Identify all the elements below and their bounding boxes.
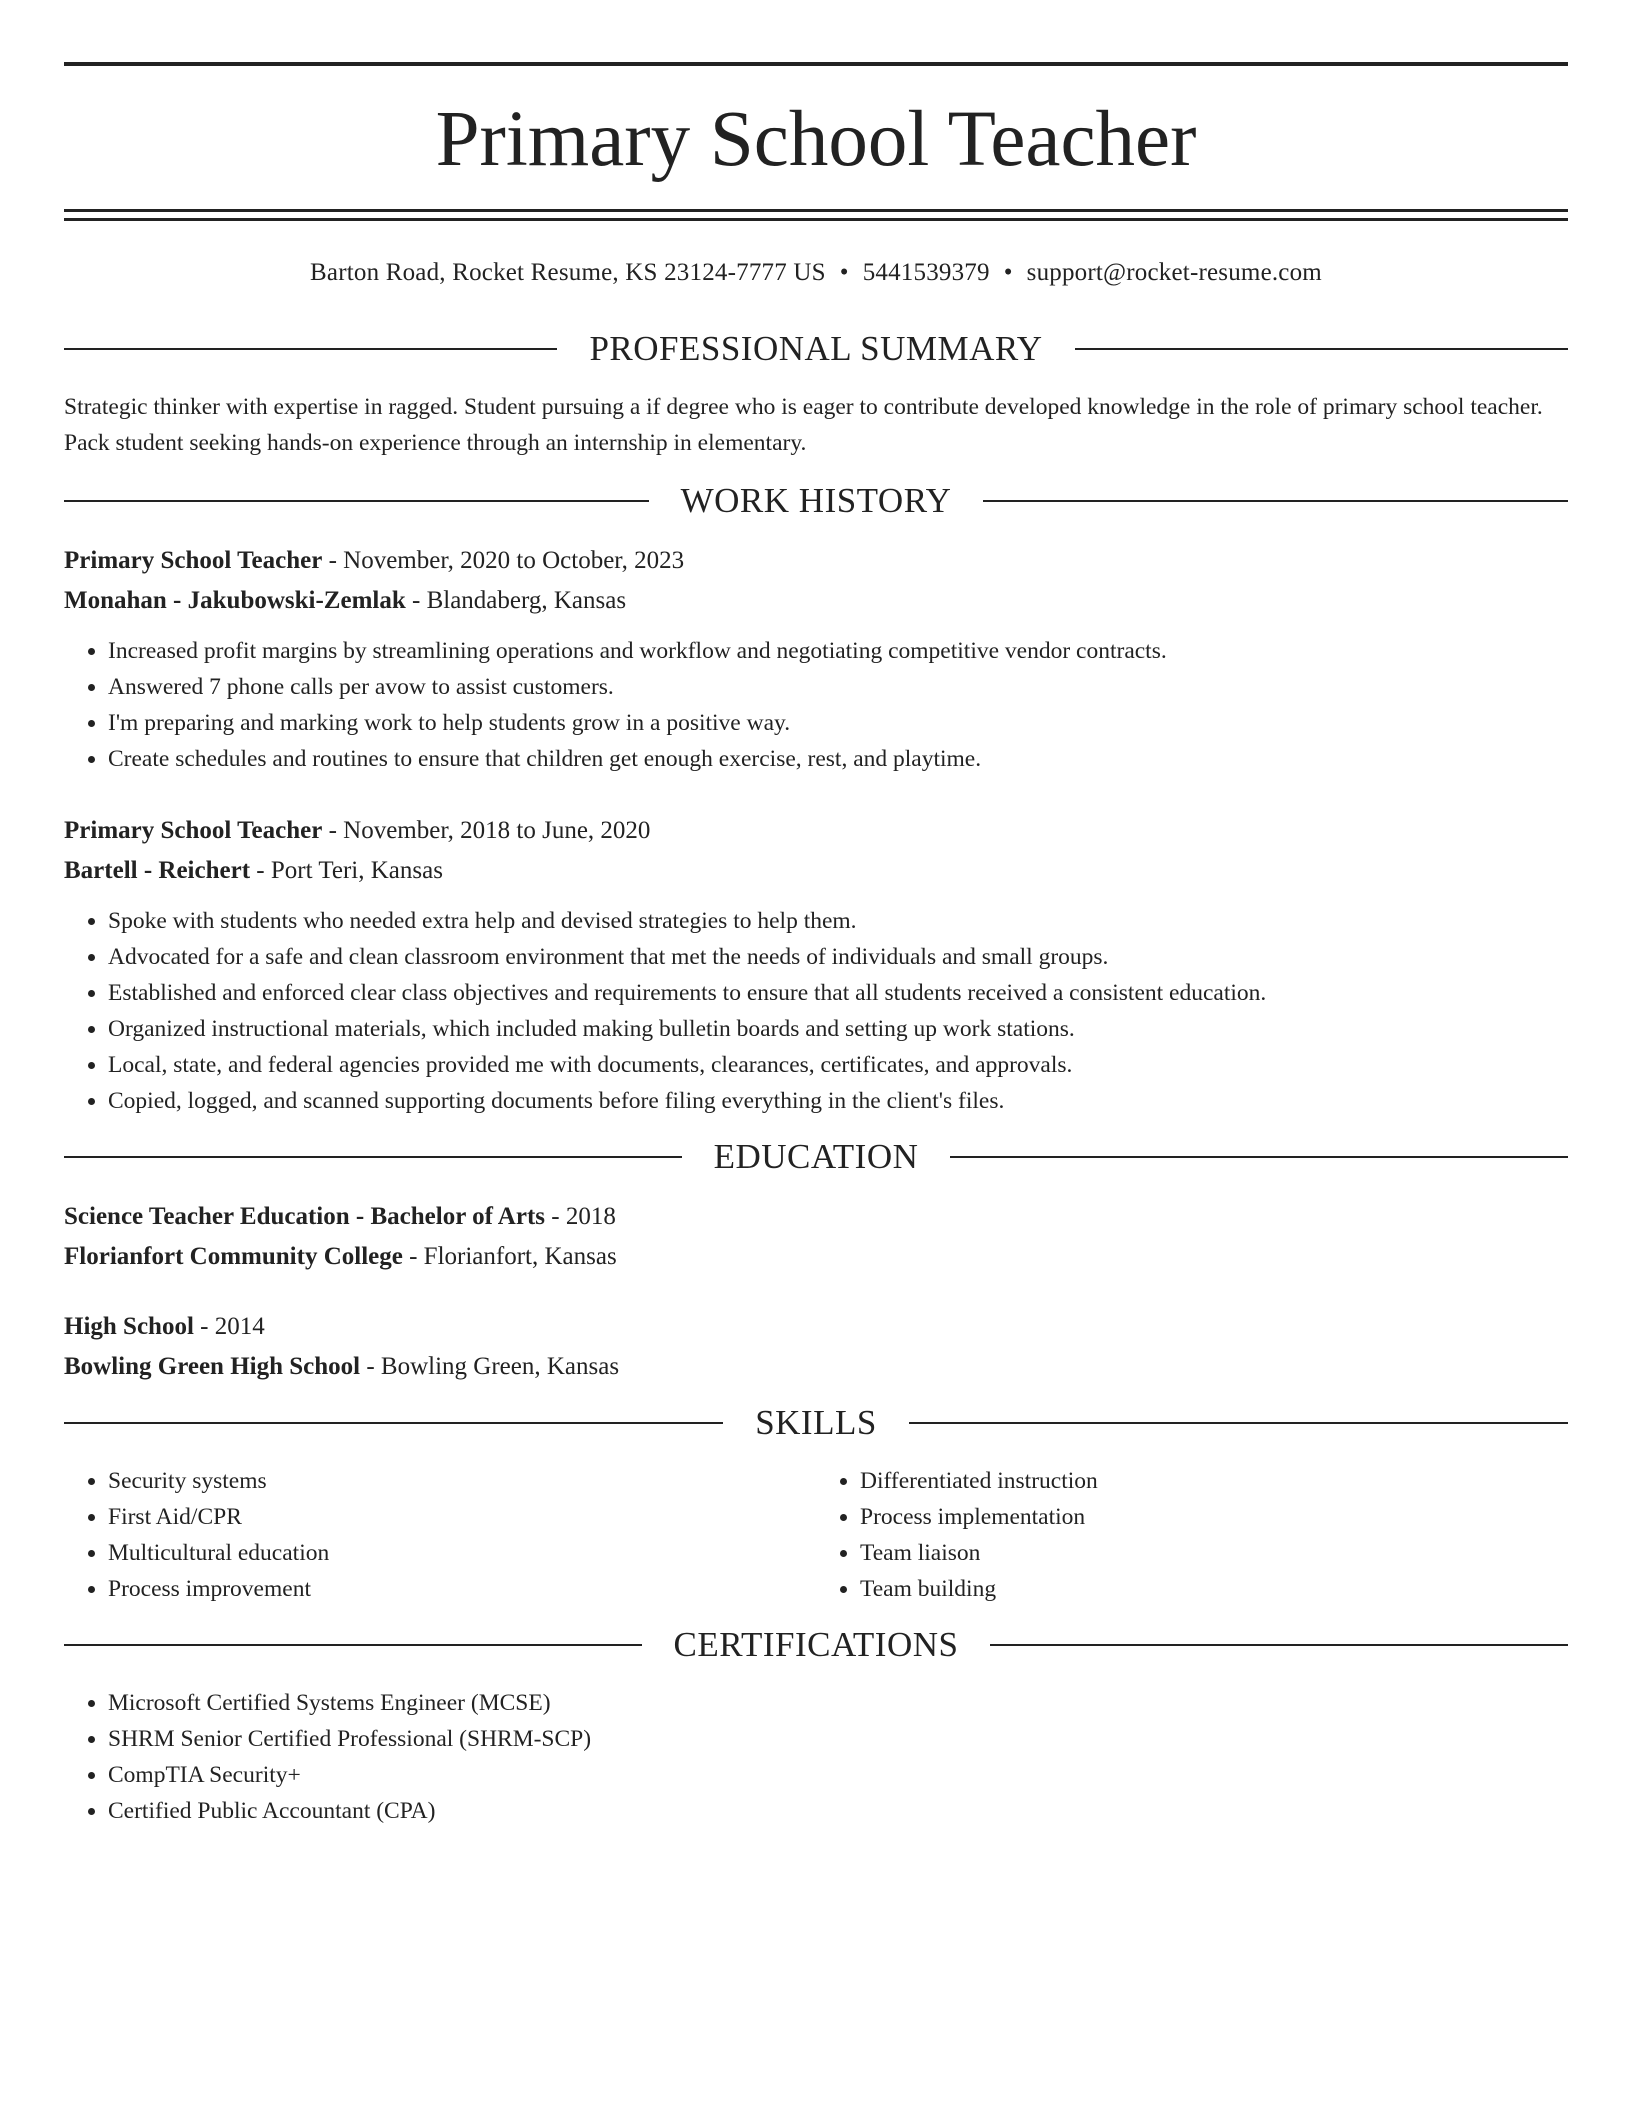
- job-entry: [64, 811, 1568, 1119]
- top-rule: [64, 62, 1568, 66]
- certifications-heading-label: CERTIFICATIONS: [673, 1625, 959, 1664]
- job-bullet: • Copied, logged, and scanned supporting documents before filing everything in the client's files.: [108, 1083, 1568, 1119]
- contact-separator: •: [839, 259, 849, 286]
- resume-title: Primary School Teacher: [435, 96, 1197, 183]
- skill-item: • Process implementation: [860, 1499, 1568, 1535]
- education-school: Bowling Green High School: [64, 1353, 361, 1380]
- skill-item: • First Aid/CPR: [108, 1499, 816, 1535]
- certification-item: • SHRM Senior Certified Professional (SHRM-SCP): [108, 1721, 1568, 1757]
- job-bullets: [64, 903, 1568, 1119]
- heading-rule-left: [64, 1644, 642, 1646]
- skill-item: • Multicultural education: [108, 1535, 816, 1571]
- contact-address: Barton Road, Rocket Resume, KS 23124-7777 US: [310, 259, 826, 286]
- contact-phone: 5441539379: [862, 259, 990, 286]
- job-dates: - November, 2020 to October, 2023: [322, 547, 685, 574]
- summary-text: Strategic thinker with expertise in ragged. Student pursuing a if degree who is eager to contribute developed knowledge in the role of primary school teacher. Pack student seeking hands-on experience through an internship in elementary.: [64, 394, 1543, 456]
- job-bullet: • Answered 7 phone calls per avow to assist customers.: [108, 669, 1568, 705]
- heading-rule-left: [64, 348, 557, 350]
- job-bullet: • Increased profit margins by streamlining operations and workflow and negotiating competitive vendor contracts.: [108, 633, 1568, 669]
- certifications-list: [64, 1685, 1568, 1829]
- job-company-line: [64, 851, 1568, 891]
- education-heading-label: EDUCATION: [713, 1137, 919, 1176]
- education-year: - 2014: [193, 1313, 265, 1340]
- contact-email: support@rocket-resume.com: [1026, 259, 1322, 286]
- title-rule-upper: [64, 209, 1568, 212]
- work-heading: [64, 481, 1568, 521]
- education-heading: [64, 1137, 1568, 1177]
- skill-item: • Team building: [860, 1571, 1568, 1607]
- job-title: Primary School Teacher: [64, 817, 323, 844]
- education-school: Florianfort Community College: [64, 1243, 403, 1270]
- skill-item: • Security systems: [108, 1463, 816, 1499]
- job-location: - Port Teri, Kansas: [250, 857, 443, 884]
- heading-rule-right: [950, 1156, 1568, 1158]
- title-rule-lower: [64, 218, 1568, 221]
- job-dates: - November, 2018 to June, 2020: [322, 817, 651, 844]
- job-bullet: • Established and enforced clear class objectives and requirements to ensure that all students received a consistent education.: [108, 975, 1568, 1011]
- heading-rule-right: [1075, 348, 1568, 350]
- skill-item: • Differentiated instruction: [860, 1463, 1568, 1499]
- heading-rule-right: [990, 1644, 1568, 1646]
- job-company-line: [64, 581, 1568, 621]
- job-title: Primary School Teacher: [64, 547, 323, 574]
- work-heading-label: WORK HISTORY: [680, 481, 952, 520]
- job-location: - Blandaberg, Kansas: [405, 587, 627, 614]
- job-bullet: • Organized instructional materials, which included making bulletin boards and setting up work stations.: [108, 1011, 1568, 1047]
- education-location: - Bowling Green, Kansas: [360, 1353, 620, 1380]
- skills-column-right: [816, 1463, 1568, 1607]
- job-title-line: [64, 811, 1568, 851]
- certification-item: • CompTIA Security+: [108, 1757, 1568, 1793]
- job-bullet: • Local, state, and federal agencies provided me with documents, clearances, certificates, and approvals.: [108, 1047, 1568, 1083]
- education-year: - 2018: [545, 1203, 616, 1230]
- certification-item: • Microsoft Certified Systems Engineer (MCSE): [108, 1685, 1568, 1721]
- job-bullet: • Spoke with students who needed extra help and devised strategies to help them.: [108, 903, 1568, 939]
- education-location: - Florianfort, Kansas: [402, 1243, 617, 1270]
- job-bullet: • Advocated for a safe and clean classroom environment that met the needs of individuals and small groups.: [108, 939, 1568, 975]
- education-degree: Science Teacher Education - Bachelor of Arts: [64, 1203, 545, 1230]
- job-title-line: [64, 541, 1568, 581]
- education-entry: [64, 1197, 1568, 1277]
- contact-line: [64, 259, 1568, 287]
- education-degree: High School: [64, 1313, 194, 1340]
- certification-item: • Certified Public Accountant (CPA): [108, 1793, 1568, 1829]
- contact-separator: •: [1003, 259, 1013, 286]
- skills-heading-label: SKILLS: [755, 1403, 877, 1442]
- job-bullets: [64, 633, 1568, 777]
- skills-column-left: [64, 1463, 816, 1607]
- skill-item: • Team liaison: [860, 1535, 1568, 1571]
- job-entry: [64, 541, 1568, 777]
- heading-rule-left: [64, 500, 649, 502]
- certifications-heading: [64, 1625, 1568, 1665]
- education-entry: [64, 1307, 1568, 1387]
- education-degree-line: [64, 1307, 1568, 1347]
- heading-rule-left: [64, 1422, 723, 1424]
- education-school-line: [64, 1237, 1568, 1277]
- heading-rule-right: [983, 500, 1568, 502]
- education-school-line: [64, 1347, 1568, 1387]
- job-bullet: • Create schedules and routines to ensure that children get enough exercise, rest, and playtime.: [108, 741, 1568, 777]
- skills-grid: [64, 1463, 1568, 1607]
- heading-rule-right: [909, 1422, 1568, 1424]
- job-bullet: • I'm preparing and marking work to help students grow in a positive way.: [108, 705, 1568, 741]
- skill-item: • Process improvement: [108, 1571, 816, 1607]
- heading-rule-left: [64, 1156, 682, 1158]
- summary-heading-label: PROFESSIONAL SUMMARY: [589, 329, 1043, 368]
- job-company: Bartell - Reichert: [64, 857, 251, 884]
- job-company: Monahan - Jakubowski-Zemlak: [64, 587, 406, 614]
- resume-page: [64, 62, 1568, 1829]
- skills-heading: [64, 1403, 1568, 1443]
- summary-heading: [64, 329, 1568, 369]
- education-degree-line: [64, 1197, 1568, 1237]
